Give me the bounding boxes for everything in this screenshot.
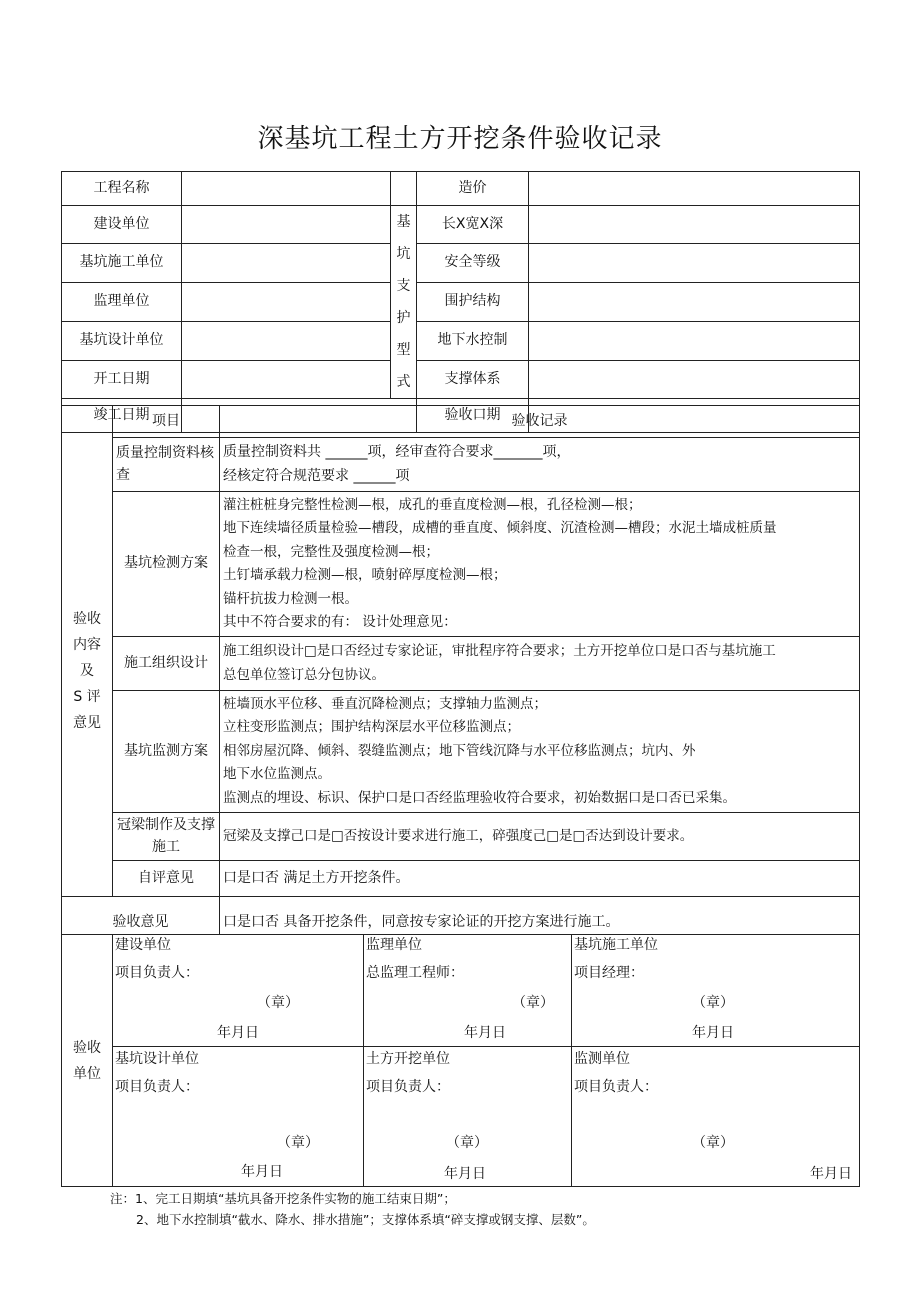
record-line: 灌注桩桩身完整性检测—根，成孔的垂直度检测—根，孔径检测—根； [223,496,642,513]
unit-name: 建设单位 [115,937,171,953]
support-type-char: 护 [396,310,411,326]
unit-role: 项目负责人： [574,1079,658,1095]
page-title: 深基坑工程土方开挖条件验收记录 [257,124,663,154]
label-project-name: 工程名称 [62,172,182,206]
item-monitoring-plan: 基坑监测方案 [113,691,220,813]
dimensions-value[interactable] [529,206,860,244]
note-line: 注：1、完工日期填“基坑具备开挖条件实物的施工结束日期”； [110,1191,456,1206]
record-line: 地下连续墙径质量检验—槽段，成槽的垂直度、倾斜度、沉渣检测—槽段；水泥土墙成桩质量 [223,520,777,536]
support-type-char: 型 [396,342,411,358]
unit-role: 项目负责人： [366,1079,450,1095]
record-line: 锚杆抗拔力检测一根。 [223,590,358,607]
sign-cell-supervision-unit [364,935,572,1047]
label-dimensions: 长X宽X深 [417,206,529,244]
record-line: 土钉墙承载力检测—根，喷射碎厚度检测—根； [223,567,507,583]
record-organization-design [220,637,860,691]
note-line: 2、地下水控制填“截水、降水、排水措施”；支撑体系填“碎支撑或钢支撑、层数”。 [136,1212,595,1227]
record-line: 施工组织设计□是口否经过专家论证，审批程序符合要求；土方开挖单位口是口否与基坑施工 [223,643,776,659]
sign-cell-pit-design-unit [113,1047,364,1187]
unit-name: 基坑施工单位 [574,937,658,953]
record-line: 检查一根，完整性及强度检测—根； [223,543,439,560]
cost-value[interactable] [529,172,860,206]
unit-role: 项目负责人： [115,965,199,981]
acceptance-side-label [62,406,113,897]
side-label-line: 验收 [73,1039,101,1056]
unit-name: 土方开挖单位 [366,1051,450,1067]
support-type-char: 坑 [396,246,411,262]
item-self-evaluation: 自评意见 [113,861,220,897]
record-line: 桩墙顶水平位移、垂直沉降检测点；支撑轴力监测点； [223,695,547,712]
sign-cell-pit-construction-unit [572,935,860,1047]
pit-design-unit-value[interactable] [182,321,391,360]
sign-cell-construction-unit [113,935,364,1047]
item-detection-plan: 基坑检测方案 [113,492,220,637]
stamp-label: （章） [692,1135,734,1151]
sign-cell-earthwork-unit [364,1047,572,1187]
item-organization-design: 施工组织设计 [113,637,220,691]
header-item: 项目 [113,406,220,438]
label-acceptance-date: 验收口期 [417,399,529,433]
side-label-line: 意见 [73,715,101,731]
stamp-label: （章） [257,995,299,1011]
blank-cell [391,172,417,206]
side-label-line: 内容 [73,637,101,653]
unit-role: 总监理工程师： [366,965,464,981]
unit-name: 监理单位 [366,937,422,953]
label-groundwater-control: 地下水控制 [417,321,529,360]
record-crown-beam: 冠梁及支撑己口是□否按设计要求进行施工，碎强度己□是□否达到设计要求。 [220,813,860,861]
side-label-line: 单位 [73,1065,101,1082]
final-opinion-label: 验收意见 [62,897,220,935]
supervision-unit-value[interactable] [182,283,391,321]
side-label-line: S 评 [73,689,101,705]
record-line: 立柱变形监测点；围护结构深层水平位移监测点； [223,719,520,736]
label-pit-construction-unit: 基坑施工单位 [62,244,182,283]
record-line: 监测点的埋设、标识、保护口是口否经监理验收符合要求，初始数据口是口否已采集。 [223,789,736,806]
record-quality-data [220,438,860,492]
support-type-char: 式 [396,374,411,390]
sign-cell-monitoring-unit [572,1047,860,1187]
support-type-char: 支 [396,278,411,294]
retaining-structure-value[interactable] [529,283,860,321]
stamp-label: （章） [446,1135,488,1151]
label-start-date: 开工日期 [62,360,182,398]
item-quality-data: 质量控制资料核查 [113,438,220,492]
record-line: 质量控制资料共 ______项，经审查符合要求_______项， [223,444,571,460]
project-name-value[interactable] [182,172,391,206]
pit-construction-unit-value[interactable] [182,244,391,283]
groundwater-control-value[interactable] [529,321,860,360]
date-label: 年月日 [464,1025,506,1041]
label-construction-unit: 建设单位 [62,206,182,244]
unit-name: 监测单位 [574,1051,630,1067]
construction-unit-value[interactable] [182,206,391,244]
record-monitoring-plan [220,691,860,813]
record-self-evaluation: 口是口否 满足土方开挖条件。 [220,861,860,897]
record-detection-plan [220,492,860,637]
unit-role: 项目负责人： [115,1079,199,1095]
label-retaining-structure: 围护结构 [417,283,529,321]
label-supervision-unit: 监理单位 [62,283,182,321]
acceptance-table [61,405,860,935]
start-date-value[interactable] [182,360,391,398]
record-line: 总包单位签订总分包协议。 [223,666,385,683]
support-type-label [391,206,417,399]
label-pit-design-unit: 基坑设计单位 [62,321,182,360]
notes [110,1188,595,1230]
final-opinion-text: 口是口否 具备开挖条件，同意按专家论证的开挖方案进行施工。 [220,897,860,935]
date-label: 年月日 [444,1166,486,1182]
unit-name: 基坑设计单位 [115,1051,199,1067]
record-line: 其中不符合要求的有： 设计处理意见： [223,614,457,630]
header-record: 验收记录 [220,406,860,438]
safety-level-value[interactable] [529,244,860,283]
record-line: 地下水位监测点。 [223,766,331,783]
stamp-label: （章） [512,995,554,1011]
units-side-label [62,935,113,1187]
label-support-system: 支撑体系 [417,360,529,398]
units-table [61,934,860,1187]
date-label: 年月日 [217,1025,259,1041]
label-completion-date: 竣工日期 [62,399,182,433]
unit-role: 项目经理： [574,965,644,981]
date-label: 年月日 [692,1025,734,1041]
item-crown-beam: 冠梁制作及支撑施工 [113,813,220,861]
label-cost: 造价 [417,172,529,206]
label-safety-level: 安全等级 [417,244,529,283]
date-label: 年月日 [241,1164,283,1180]
side-label-line: 验收 [73,611,101,627]
record-line: 经核定符合规范要求 ______项 [223,467,410,484]
side-label-line: 及 [80,663,94,679]
date-label: 年月日 [810,1166,852,1182]
stamp-label: （章） [277,1135,319,1151]
support-system-value[interactable] [529,360,860,398]
support-type-char: 基 [396,214,411,230]
stamp-label: （章） [692,995,734,1011]
project-info-table [61,171,860,433]
record-line: 相邻房屋沉降、倾斜、裂缝监测点；地下管线沉降与水平位移监测点；坑内、外 [223,742,696,759]
